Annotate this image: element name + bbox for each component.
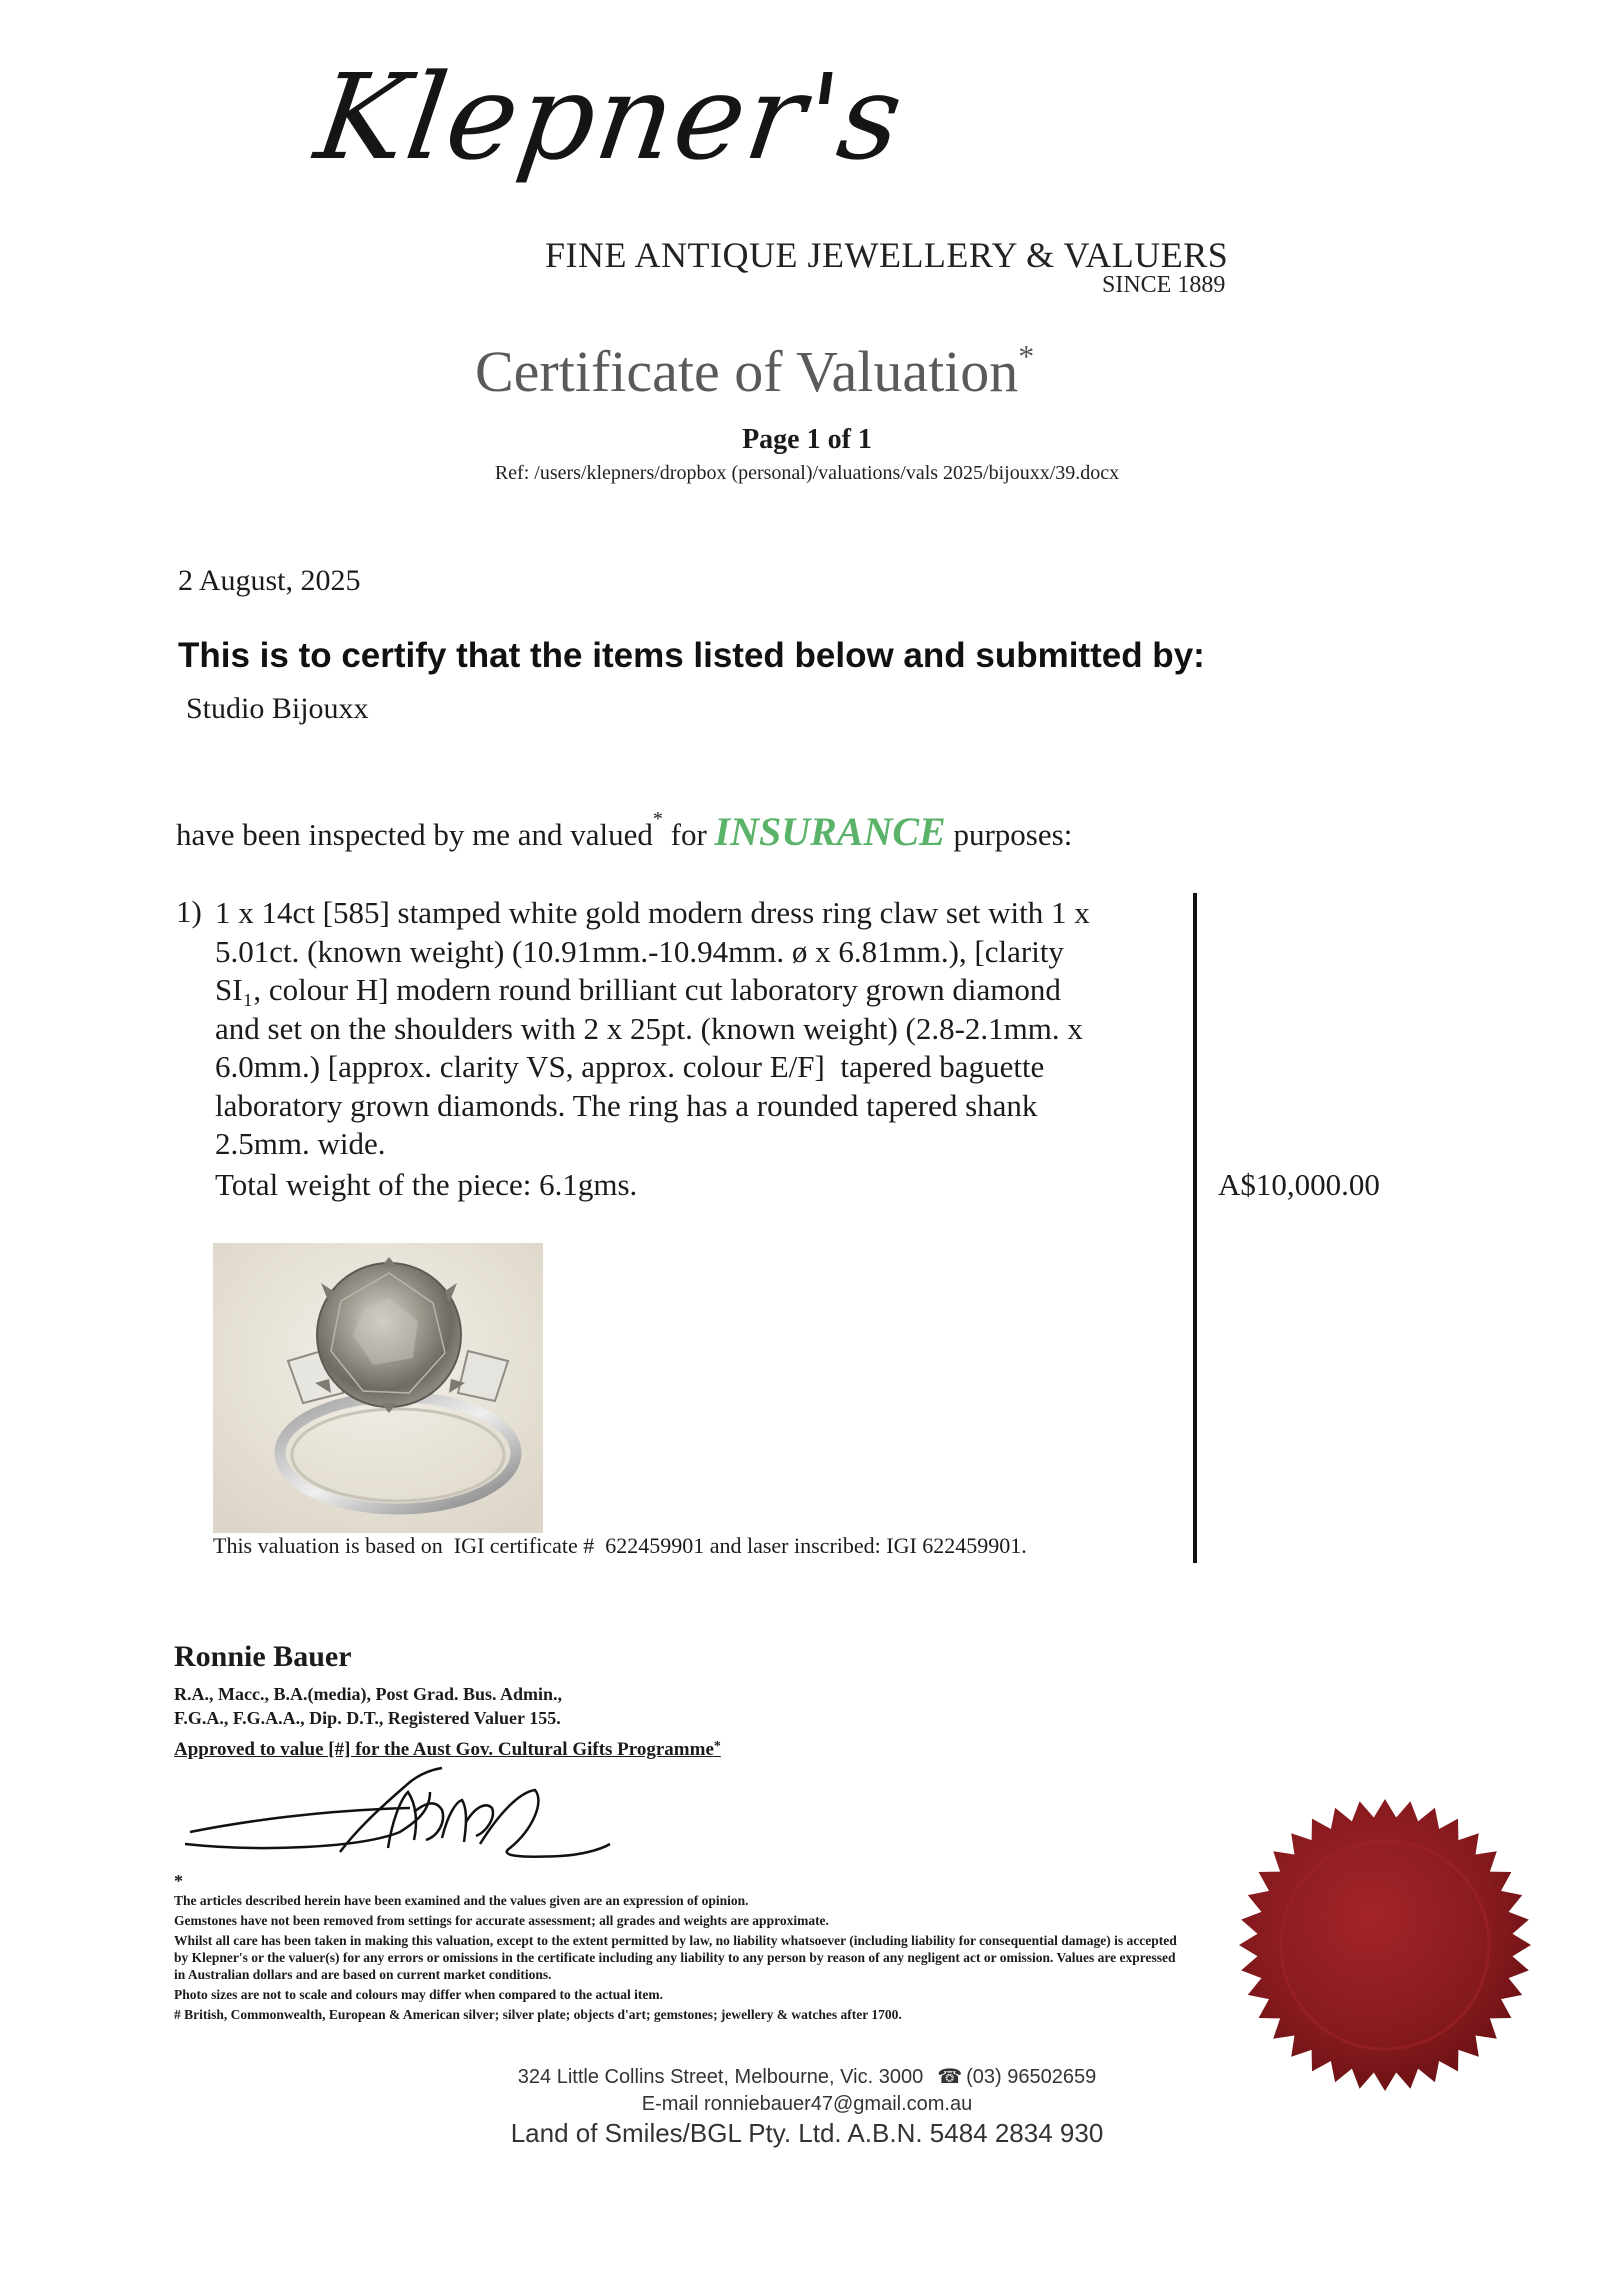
footer-address: 324 Little Collins Street, Melbourne, Vic. 3000: [517, 2066, 924, 2088]
certificate-title-text: Certificate of Valuation: [475, 339, 1019, 404]
footer-address-line: [0, 2064, 1614, 2089]
valuer-credentials-2: F.G.A., F.G.A.A., Dip. D.T., Registered Valuer 155.: [174, 1708, 561, 1728]
footer-email: E-mail ronniebauer47@gmail.com.au: [641, 2093, 973, 2115]
disclaimer-line-4: Photo sizes are not to scale and colours may differ when compared to the actual item.: [174, 1987, 663, 2002]
submitter-name: Studio Bijouxx: [186, 692, 369, 725]
igi-certificate-note: This valuation is based on IGI certificate # 622459901 and laser inscribed: IGI 622459901.: [213, 1533, 1027, 1558]
approved-text: Approved to value [#] for the Aust Gov. Cultural Gifts Programme: [174, 1739, 714, 1760]
inspected-statement: [176, 808, 1072, 855]
item-description: [215, 894, 1175, 1164]
footer-company: Land of Smiles/BGL Pty. Ltd. A.B.N. 5484 2834 930: [510, 2118, 1104, 2148]
valuer-credentials-1: R.A., Macc., B.A.(media), Post Grad. Bus. Admin.,: [174, 1684, 562, 1704]
ring-illustration: [213, 1243, 543, 1533]
item-value: A$10,000.00: [1218, 1167, 1380, 1202]
title-footnote-mark: *: [1018, 338, 1035, 374]
inspected-prefix: have been inspected by me and valued: [176, 817, 653, 852]
disclaimer-line-2: Gemstones have not been removed from settings for accurate assessment; all grades and weights are approximate.: [174, 1913, 829, 1928]
item-number: 1): [176, 894, 202, 929]
approved-footnote-mark: *: [713, 1739, 721, 1754]
item-desc-line-1: 1 x 14ct [585] stamped white gold modern dress ring claw set with 1 x: [215, 895, 1090, 930]
column-divider: [1193, 893, 1197, 1563]
item-desc-line-3: SI₁, colour H] modern round brilliant cut laboratory grown diamond: [215, 972, 1061, 1007]
ring-photo: [213, 1243, 543, 1533]
inspected-footnote-mark: *: [652, 808, 663, 830]
document-reference: Ref: /users/klepners/dropbox (personal)/valuations/vals 2025/bijouxx/39.docx: [494, 462, 1120, 484]
certificate-title: [475, 338, 1034, 405]
certify-heading: This is to certify that the items listed below and submitted by:: [178, 636, 1205, 675]
item-desc-line-4: and set on the shoulders with 2 x 25pt. (known weight) (2.8-2.1mm. x: [215, 1010, 1083, 1046]
wax-seal: [1235, 1795, 1535, 2100]
disclaimer-line-1: The articles described herein have been examined and the values given are an expression of opinion.: [174, 1893, 749, 1908]
item-desc-line-7: 2.5mm. wide.: [215, 1126, 386, 1161]
item-total-weight: Total weight of the piece: 6.1gms.: [215, 1167, 638, 1202]
seal-graphic: [1235, 1795, 1535, 2095]
insurance-label: INSURANCE: [714, 809, 946, 854]
disclaimer-line-3: Whilst all care has been taken in making this valuation, except to the extent permitted by law, no liability whatsoever (including liability for consequential damage) is accepted by Klepner's or the valuer(s) for any errors or omissions in the certificate including any liability to any person by reason of any negligent act or omission. Values are expressed in Australian dollars and are based on current market conditions.: [174, 1933, 1177, 1982]
since-year: SINCE 1889: [1102, 272, 1226, 298]
valuer-name: Ronnie Bauer: [174, 1640, 352, 1673]
phone-icon: ☎: [937, 2066, 963, 2088]
inspected-for: for: [662, 817, 715, 852]
footer-phone: (03) 96502659: [966, 2066, 1097, 2088]
footnote-mark: *: [174, 1871, 183, 1891]
item-desc-line-2: 5.01ct. (known weight) (10.91mm.-10.94mm. ø x 6.81mm.), [clarity: [215, 933, 1064, 969]
disclaimer: [174, 1892, 1184, 2026]
item-desc-line-6: laboratory grown diamonds. The ring has a rounded tapered shank: [215, 1087, 1038, 1123]
inspected-suffix: purposes:: [945, 817, 1073, 852]
certificate-date: 2 August, 2025: [178, 564, 361, 597]
klepners-logo: Klepner's: [308, 48, 913, 186]
company-tagline: FINE ANTIQUE JEWELLERY & VALUERS: [545, 235, 1229, 275]
page-number: Page 1 of 1: [742, 424, 872, 455]
valuer-signature: [180, 1752, 620, 1877]
disclaimer-line-5: # British, Commonwealth, European & American silver; silver plate; objects d'art; gemstones; jewellery & watches after 1700.: [174, 2007, 902, 2022]
item-desc-line-5: 6.0mm.) [approx. clarity VS, approx. colour E/F] tapered baguette: [215, 1049, 1045, 1084]
